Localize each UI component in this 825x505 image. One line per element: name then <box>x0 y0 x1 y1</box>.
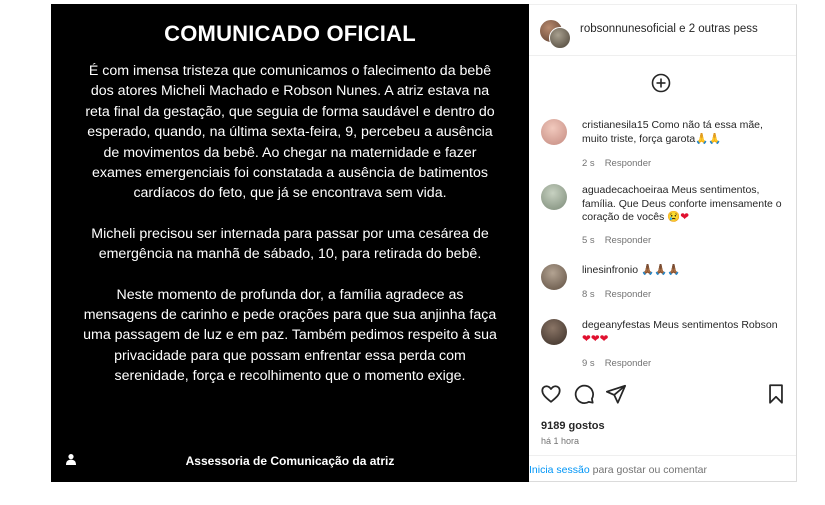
comment-body: Meus sentimentos Robson ❤❤❤ <box>582 319 778 345</box>
reply-button[interactable]: Responder <box>604 235 652 246</box>
post-time[interactable]: há 1 hora <box>541 436 580 446</box>
action-bar <box>529 383 796 409</box>
comment-icon[interactable] <box>573 383 595 405</box>
avatar[interactable] <box>541 319 567 345</box>
avatar <box>549 27 571 49</box>
reply-button[interactable]: Responder <box>604 158 652 169</box>
avatar[interactable] <box>541 184 567 210</box>
comment-time: 5 s <box>582 235 595 246</box>
comment-text <box>582 264 787 278</box>
comment-username[interactable]: degeanyfestas <box>582 319 651 331</box>
post-header <box>529 5 796 56</box>
comment-body: Como não tá essa mãe, muito triste, força garota🙏🙏 <box>582 119 763 145</box>
comment-body: Meus sentimentos, família. Que Deus conforte imensamente o coração de vocês 😢❤ <box>582 184 782 223</box>
comment-meta <box>582 289 661 300</box>
send-icon[interactable] <box>605 383 627 405</box>
post-paragraph-2: Micheli precisou ser internada para passar por uma cesárea de emergência na manhã de sábado, 10, para retirada do bebê. <box>91 225 489 263</box>
post-paragraph-1: É com imensa tristeza que comunicamos o falecimento da bebê dos atores Micheli Machado e Robson Nunes. A atriz estava na reta final da gestação, que seguia de forma saudável e dentro do esperado, quando, na última sexta-feira, 9, percebeu a ausência de movimentos da bebê. Ao chegar na maternidade e fazer exames emergenciais foi constatada a ausência de batimentos cardíacos do feto, que já se encontrava sem vida. <box>85 63 495 202</box>
login-link[interactable]: Inicia sessão <box>529 464 590 476</box>
login-prompt <box>529 455 796 484</box>
bookmark-icon[interactable] <box>765 383 787 405</box>
comment-username[interactable]: aguadecachoeiraa <box>582 184 669 196</box>
comment-time: 2 s <box>582 158 595 169</box>
heart-icon[interactable] <box>540 383 562 405</box>
plus-circle-icon[interactable] <box>651 73 671 93</box>
comment-item <box>541 184 791 246</box>
author-username[interactable]: robsonnunesoficial <box>580 23 676 35</box>
post-signature: Assessoria de Comunicação da atriz <box>185 454 395 468</box>
comments-panel <box>529 4 797 482</box>
comment-item <box>541 119 791 169</box>
comment-time: 9 s <box>582 358 595 369</box>
comment-username[interactable]: cristianesila15 <box>582 119 649 131</box>
comment-text <box>582 184 787 225</box>
reply-button[interactable]: Responder <box>604 358 652 369</box>
other-authors[interactable]: e 2 outras pess <box>675 23 758 35</box>
comment-username[interactable]: linesinfronio <box>582 264 639 276</box>
avatar[interactable] <box>541 119 567 145</box>
post-authors[interactable] <box>580 23 790 35</box>
comment-item <box>541 264 791 300</box>
login-prompt-text <box>529 464 707 476</box>
comment-item <box>541 319 791 369</box>
login-prompt-rest: para gostar ou comentar <box>589 464 708 476</box>
comment-body: 🙏🏾🙏🏾🙏🏾 <box>638 264 681 276</box>
collab-avatars[interactable] <box>539 17 569 47</box>
reply-button[interactable]: Responder <box>604 289 652 300</box>
comment-time: 8 s <box>582 289 595 300</box>
comment-text <box>582 319 787 346</box>
post-paragraph-3: Neste momento de profunda dor, a família agradece as mensagens de carinho e pede orações para que sua anjinha faça uma passagem de luz e em paz. Também pedimos respeito à sua privacidade para que possam enfrentar essa perda com serenidade, força e recolhimento que o momento exige. <box>83 286 497 385</box>
post-title: COMUNICADO OFICIAL <box>164 21 416 46</box>
comment-text <box>582 119 787 146</box>
comment-meta <box>582 358 661 369</box>
comment-meta <box>582 158 661 169</box>
comment-meta <box>582 235 661 246</box>
post-image[interactable] <box>51 4 529 482</box>
avatar[interactable] <box>541 264 567 290</box>
like-count[interactable]: 9189 gostos <box>541 420 605 432</box>
post-body <box>81 61 499 407</box>
